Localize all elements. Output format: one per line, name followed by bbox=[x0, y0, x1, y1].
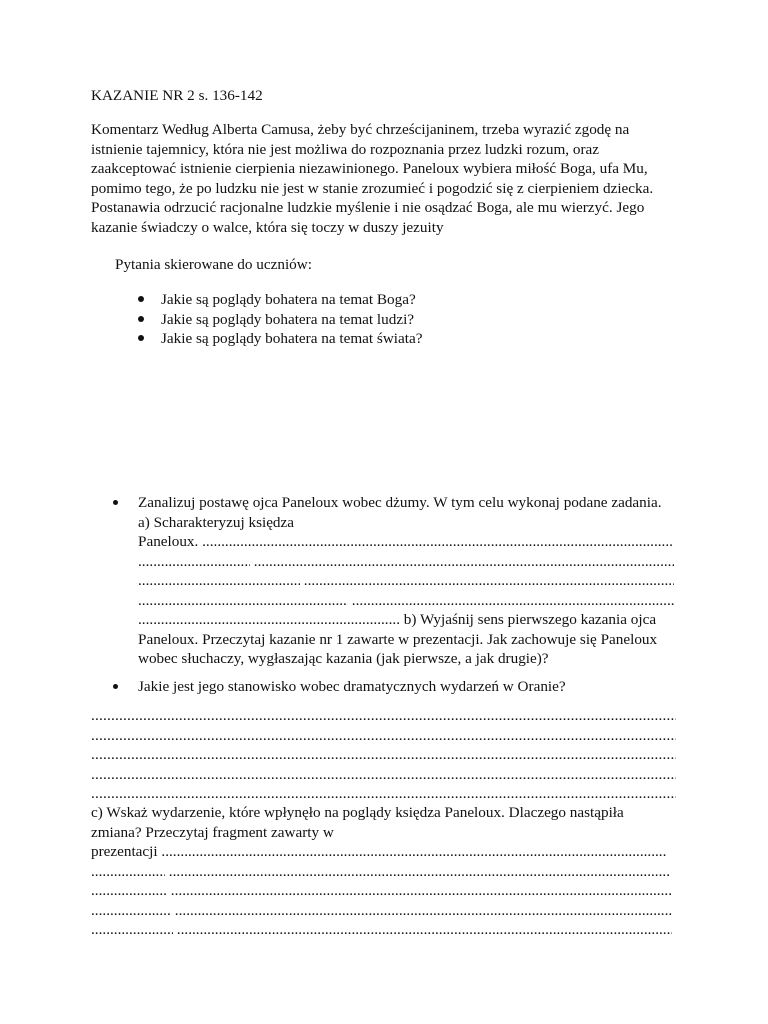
answer-line[interactable] bbox=[91, 842, 676, 862]
dotted-fill bbox=[91, 901, 171, 921]
dotted-fill bbox=[138, 591, 348, 611]
commentary-line: zaakceptować istnienie cierpienia niezawinionego. Paneloux wybiera miłość Boga, ufa Mu, bbox=[91, 160, 648, 177]
questions-label: Pytania skierowane do uczniów: bbox=[115, 256, 312, 273]
dotted-fill bbox=[304, 571, 674, 591]
answer-line[interactable] bbox=[113, 610, 683, 630]
task-line: Paneloux. Przeczytaj kazanie nr 1 zawarte w prezentacji. Jak zachowuje się Paneloux bbox=[138, 630, 658, 648]
dotted-fill bbox=[169, 862, 669, 882]
answer-line[interactable] bbox=[91, 920, 676, 940]
dotted-fill bbox=[91, 881, 167, 901]
dotted-fill bbox=[91, 920, 173, 940]
answer-line[interactable] bbox=[91, 765, 676, 785]
bullet-icon bbox=[113, 684, 118, 689]
dotted-fill bbox=[175, 901, 672, 921]
task-line: zmiana? Przeczytaj fragment zawarty w bbox=[91, 823, 334, 841]
answer-line[interactable] bbox=[91, 706, 676, 726]
task-line: Zanalizuj postawę ojca Paneloux wobec dżumy. W tym celu wykonaj podane zadania. bbox=[138, 494, 662, 511]
dotted-fill bbox=[352, 591, 674, 611]
answer-line[interactable] bbox=[113, 591, 683, 611]
dotted-fill bbox=[171, 881, 671, 901]
commentary-line: kazanie świadczy o walce, która się toczy w duszy jezuity bbox=[91, 218, 444, 236]
dotted-fill bbox=[138, 571, 300, 591]
commentary-line: Komentarz Według Alberta Camusa, żeby być chrześcijaninem, trzeba wyrazić zgodę na bbox=[91, 121, 630, 138]
commentary-line: Postanawia odrzucić racjonalne ludzkie myślenie i nie osądzać Boga, ale mu wierzyć. Jego bbox=[91, 199, 645, 216]
commentary-line: istnienie tajemnicy, która nie jest możliwa do rozpoznania przez ludzki rozum, oraz bbox=[91, 140, 600, 158]
dotted-fill bbox=[138, 552, 250, 572]
dotted-fill bbox=[254, 552, 674, 572]
task-line-prefix: prezentacji bbox=[91, 843, 158, 860]
answer-line[interactable] bbox=[91, 726, 676, 746]
answer-line[interactable] bbox=[91, 881, 676, 901]
dotted-fill bbox=[91, 862, 165, 882]
task-line: c) Wskaż wydarzenie, które wpłynęło na poglądy księdza Paneloux. Dlaczego nastąpiła bbox=[91, 804, 624, 821]
task-line: wobec słuchaczy, wygłaszając kazania (jak pierwsze, a jak drugie)? bbox=[138, 650, 549, 667]
answer-line[interactable] bbox=[113, 552, 683, 572]
dotted-fill bbox=[138, 610, 400, 630]
answer-line[interactable] bbox=[113, 571, 683, 591]
bullet-icon bbox=[113, 500, 118, 505]
dotted-fill bbox=[177, 920, 672, 940]
answer-line[interactable] bbox=[113, 532, 683, 552]
document-title: KAZANIE NR 2 s. 136-142 bbox=[91, 87, 263, 104]
answer-line[interactable] bbox=[91, 901, 676, 921]
dotted-fill bbox=[161, 842, 666, 862]
commentary-paragraph bbox=[91, 120, 691, 237]
question-item: Jakie są poglądy bohatera na temat Boga? bbox=[135, 290, 422, 310]
answer-line[interactable] bbox=[91, 862, 676, 882]
answer-lines bbox=[91, 706, 676, 804]
task-line-prefix: Paneloux. bbox=[138, 533, 199, 550]
question-item: Jakie są poglądy bohatera na temat świata? bbox=[135, 329, 422, 349]
task-event bbox=[91, 803, 676, 940]
task-analysis bbox=[113, 493, 683, 669]
questions-list bbox=[135, 290, 422, 349]
task-line: Jakie jest jego stanowisko wobec dramatycznych wydarzeń w Oranie? bbox=[138, 678, 566, 695]
answer-line[interactable] bbox=[91, 784, 676, 804]
commentary-line: pomimo tego, że po ludzku nie jest w stanie zrozumieć i pogodzić się z cierpieniem dziecka. bbox=[91, 179, 654, 197]
task-line: a) Scharakteryzuj księdza bbox=[138, 513, 295, 531]
answer-line[interactable] bbox=[91, 745, 676, 765]
dotted-fill bbox=[202, 532, 672, 552]
task-stance bbox=[113, 677, 683, 697]
task-line-suffix: b) Wyjaśnij sens pierwszego kazania ojca bbox=[403, 611, 657, 628]
question-item: Jakie są poglądy bohatera na temat ludzi? bbox=[135, 310, 422, 330]
